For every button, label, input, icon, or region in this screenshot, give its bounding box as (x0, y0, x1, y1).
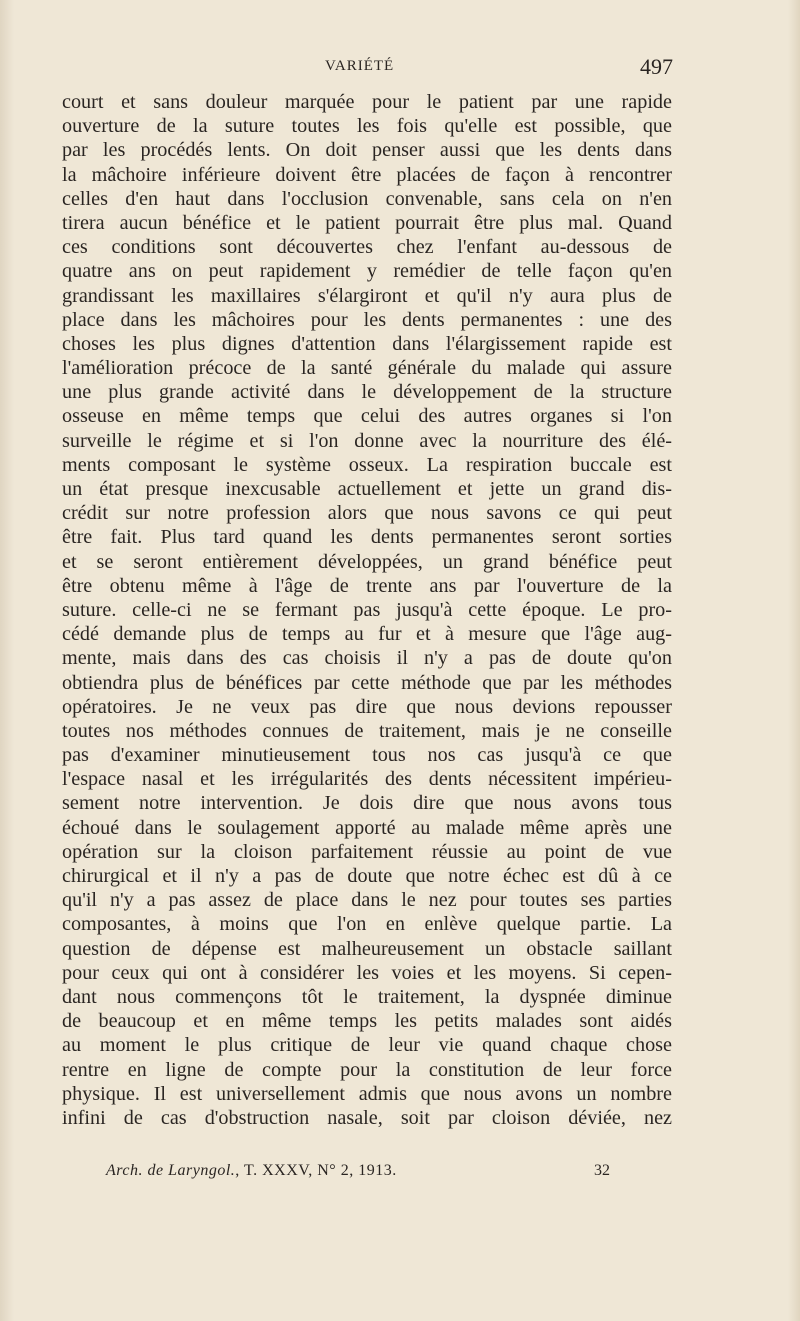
text-line: pas d'examiner minutieusement tous nos cas jusqu'à ce que (62, 744, 672, 767)
text-line: physique. Il est universellement admis que nous avons un nombre (62, 1082, 672, 1105)
text-line: composantes, à moins que l'on en enlève quelque partie. La (62, 913, 672, 936)
text-line: l'espace nasal et les irrégularités des dents nécessitent impérieu- (62, 768, 672, 791)
text-line: ces conditions sont découvertes chez l'enfant au-dessous de (62, 236, 672, 259)
text-line: la mâchoire inférieure doivent être placées de façon à rencontrer (62, 163, 672, 186)
text-line: pour ceux qui ont à considérer les voies et les moyens. Si cepen- (62, 961, 672, 984)
text-line: de beaucoup et en même temps les petits malades sont aidés (62, 1010, 672, 1033)
text-line: l'amélioration précoce de la santé générale du malade qui assure (62, 357, 672, 380)
text-line: celles d'en haut dans l'occlusion convenable, sans cela on n'en (62, 187, 672, 210)
text-line: court et sans douleur marquée pour le patient par une rapide (62, 91, 672, 113)
text-line: chirurgical et il n'y a pas de doute que notre échec est dû à ce (62, 865, 672, 887)
page-header (0, 52, 800, 82)
text-line: mente, mais dans des cas choisis il n'y a pas de doute qu'on (62, 647, 672, 670)
text-line: suture. celle-ci ne se fermant pas jusqu'à cette époque. Le pro- (62, 598, 672, 621)
text-line: infini de cas d'obstruction nasale, soit par cloison déviée, nez (62, 1106, 672, 1129)
text-line: crédit sur notre profession alors que nous savons ce qui peut (62, 502, 672, 525)
text-line: échoué dans le soulagement apporté au malade même après une (62, 816, 672, 839)
text-line: osseuse en même temps que celui des autres organes si l'on (62, 405, 672, 428)
page-footer (0, 1160, 800, 1184)
text-line: opératoires. Je ne veux pas dire que nous devions repousser (62, 695, 672, 718)
text-line: être obtenu même à l'âge de trente ans par l'ouverture de la (62, 574, 672, 597)
text-line: obtiendra plus de bénéfices par cette méthode que par les méthodes (62, 671, 672, 694)
running-title: VARIÉTÉ (325, 58, 395, 74)
text-line: une plus grande activité dans le développement de la structure (62, 381, 672, 404)
signature-mark: 32 (594, 1162, 610, 1179)
text-line: rentre en ligne de compte pour la constitution de leur force (62, 1058, 672, 1081)
text-line: cédé demande plus de temps au fur et à mesure que l'âge aug- (62, 623, 672, 646)
text-line: sement notre intervention. Je dois dire que nous avons tous (62, 792, 672, 815)
citation-volume-issue: , T. XXXV, N° 2, 1913. (235, 1162, 397, 1179)
journal-abbrev: Arch. de Laryngol. (106, 1162, 236, 1179)
text-line: toutes nos méthodes connues de traitement, mais je ne conseille (62, 719, 672, 742)
text-line: dant nous commençons tôt le traitement, la dyspnée diminue (62, 985, 672, 1008)
text-line: surveille le régime et si l'on donne avec la nourriture des élé- (62, 429, 672, 452)
text-line: tirera aucun bénéfice et le patient pourrait être plus mal. Quand (62, 211, 672, 234)
journal-citation (106, 1162, 397, 1180)
text-line: choses les plus dignes d'attention dans l'élargissement rapide est (62, 332, 672, 355)
text-line: et se seront entièrement développées, un grand bénéfice peut (62, 550, 672, 573)
text-line: qu'il n'y a pas assez de place dans le nez pour toutes ses parties (62, 889, 672, 912)
text-line: par les procédés lents. On doit penser aussi que les dents dans (62, 139, 672, 162)
text-line: ouverture de la suture toutes les fois qu'elle est possible, que (62, 115, 672, 138)
text-line: question de dépense est malheureusement un obstacle saillant (62, 937, 672, 960)
text-line: un état presque inexcusable actuellement et jette un grand dis- (62, 478, 672, 500)
text-line: grandissant les maxillaires s'élargiront et qu'il n'y aura plus de (62, 284, 672, 307)
text-line: être fait. Plus tard quand les dents permanentes seront sorties (62, 526, 672, 549)
body-paragraph (62, 90, 672, 1130)
text-line: ments composant le système osseux. La respiration buccale est (62, 453, 672, 476)
page-number: 497 (640, 54, 673, 79)
text-line: au moment le plus critique de leur vie quand chaque chose (62, 1034, 672, 1057)
text-line: place dans les mâchoires pour les dents permanentes : une des (62, 308, 672, 331)
text-line: quatre ans on peut rapidement y remédier de telle façon qu'en (62, 260, 672, 283)
text-line: opération sur la cloison parfaitement réussie au point de vue (62, 840, 672, 863)
